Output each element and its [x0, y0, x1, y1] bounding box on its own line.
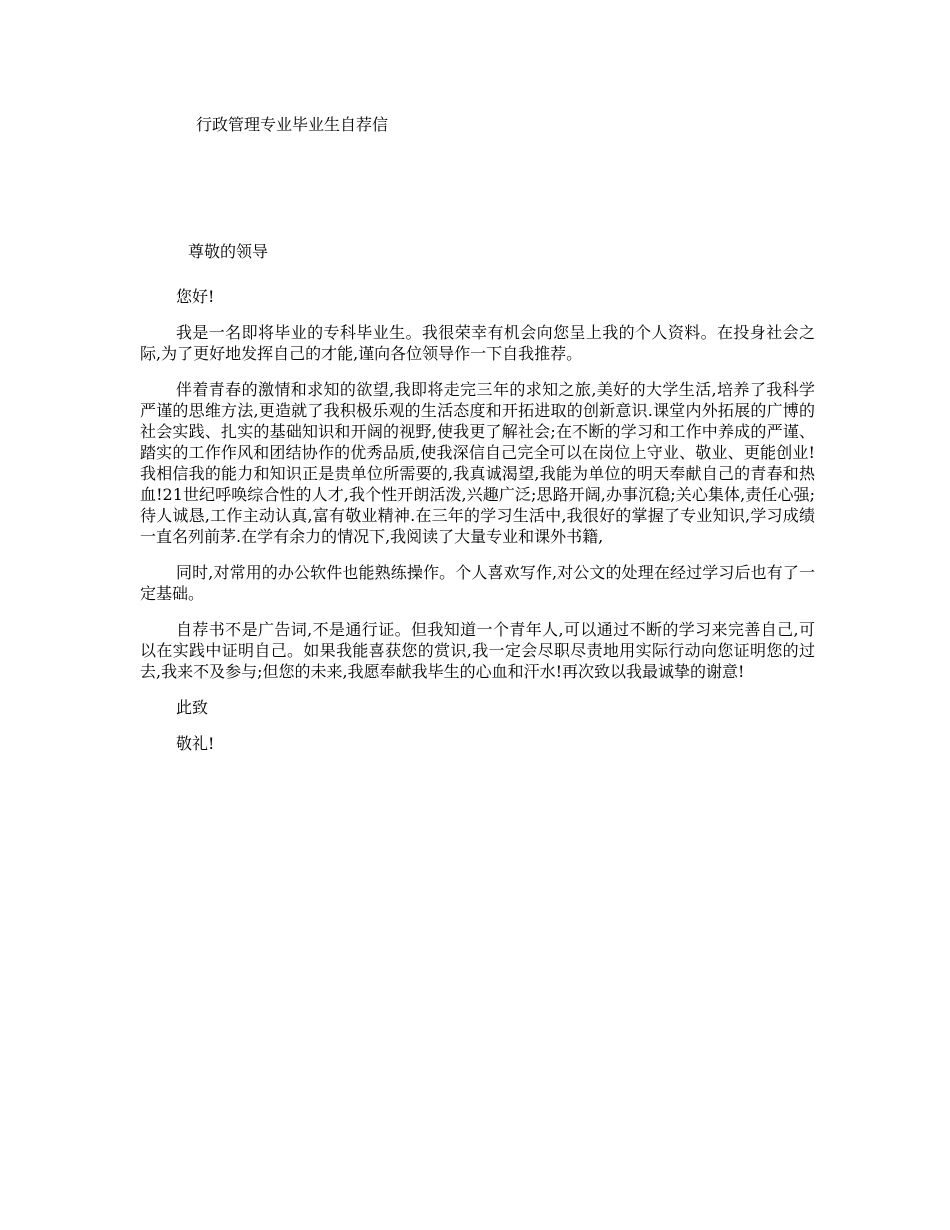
greeting: 您好!: [176, 287, 215, 306]
paragraph-self-description: 伴着青春的激情和求知的欲望,我即将走完三年的求知之旅,美好的大学生活,培养了我科学严谨的思维方法,更造就了我积极乐观的生活态度和开拓进取的创新意识.课堂内外拓展的广博的社会实践、扎实的基础知识和开阔的视野,使我更了解社会;在不断的学习和工作中养成的严谨、踏实的工作作风和团结协作的优秀品质,使我深信自己完全可以在岗位上守业、敬业、更能创业!我相信我的能力和知识正是贵单位所需要的,我真诚渴望,我能为单位的明天奉献自己的青春和热血!21世纪呼唤综合性的人才,我个性开朗活泼,兴趣广泛;思路开阔,办事沉稳;关心集体,责任心强;待人诚恳,工作主动认真,富有敬业精神.在三年的学习生活中,我很好的掌握了专业知识,学习成绩一直名列前茅.在学有余力的情况下,我阅读了大量专业和课外书籍,: [140, 380, 815, 546]
salutation: 尊敬的领导: [188, 242, 269, 261]
letter-body: [140, 286, 815, 769]
paragraph-intro: 我是一名即将毕业的专科毕业生。我很荣幸有机会向您呈上我的个人资料。在投身社会之际,为了更好地发挥自己的才能,谨向各位领导作一下自我推荐。: [140, 323, 815, 363]
paragraph-conclusion: 自荐书不是广告词,不是通行证。但我知道一个青年人,可以通过不断的学习来完善自己,可以在实践中证明自己。如果我能喜获您的赏识,我一定会尽职尽责地用实际行动向您证明您的过去,我来不及参与;但您的未来,我愿奉献我毕生的心血和汗水!再次致以我最诚挚的谢意!: [140, 620, 815, 681]
closing-line-1: 此致: [176, 698, 209, 717]
paragraph-skills: 同时,对常用的办公软件也能熟练操作。个人喜欢写作,对公文的处理在经过学习后也有了一定基础。: [140, 563, 815, 603]
document-title: 行政管理专业毕业生自荐信: [196, 115, 389, 134]
closing-line-2: 敬礼!: [176, 734, 215, 753]
